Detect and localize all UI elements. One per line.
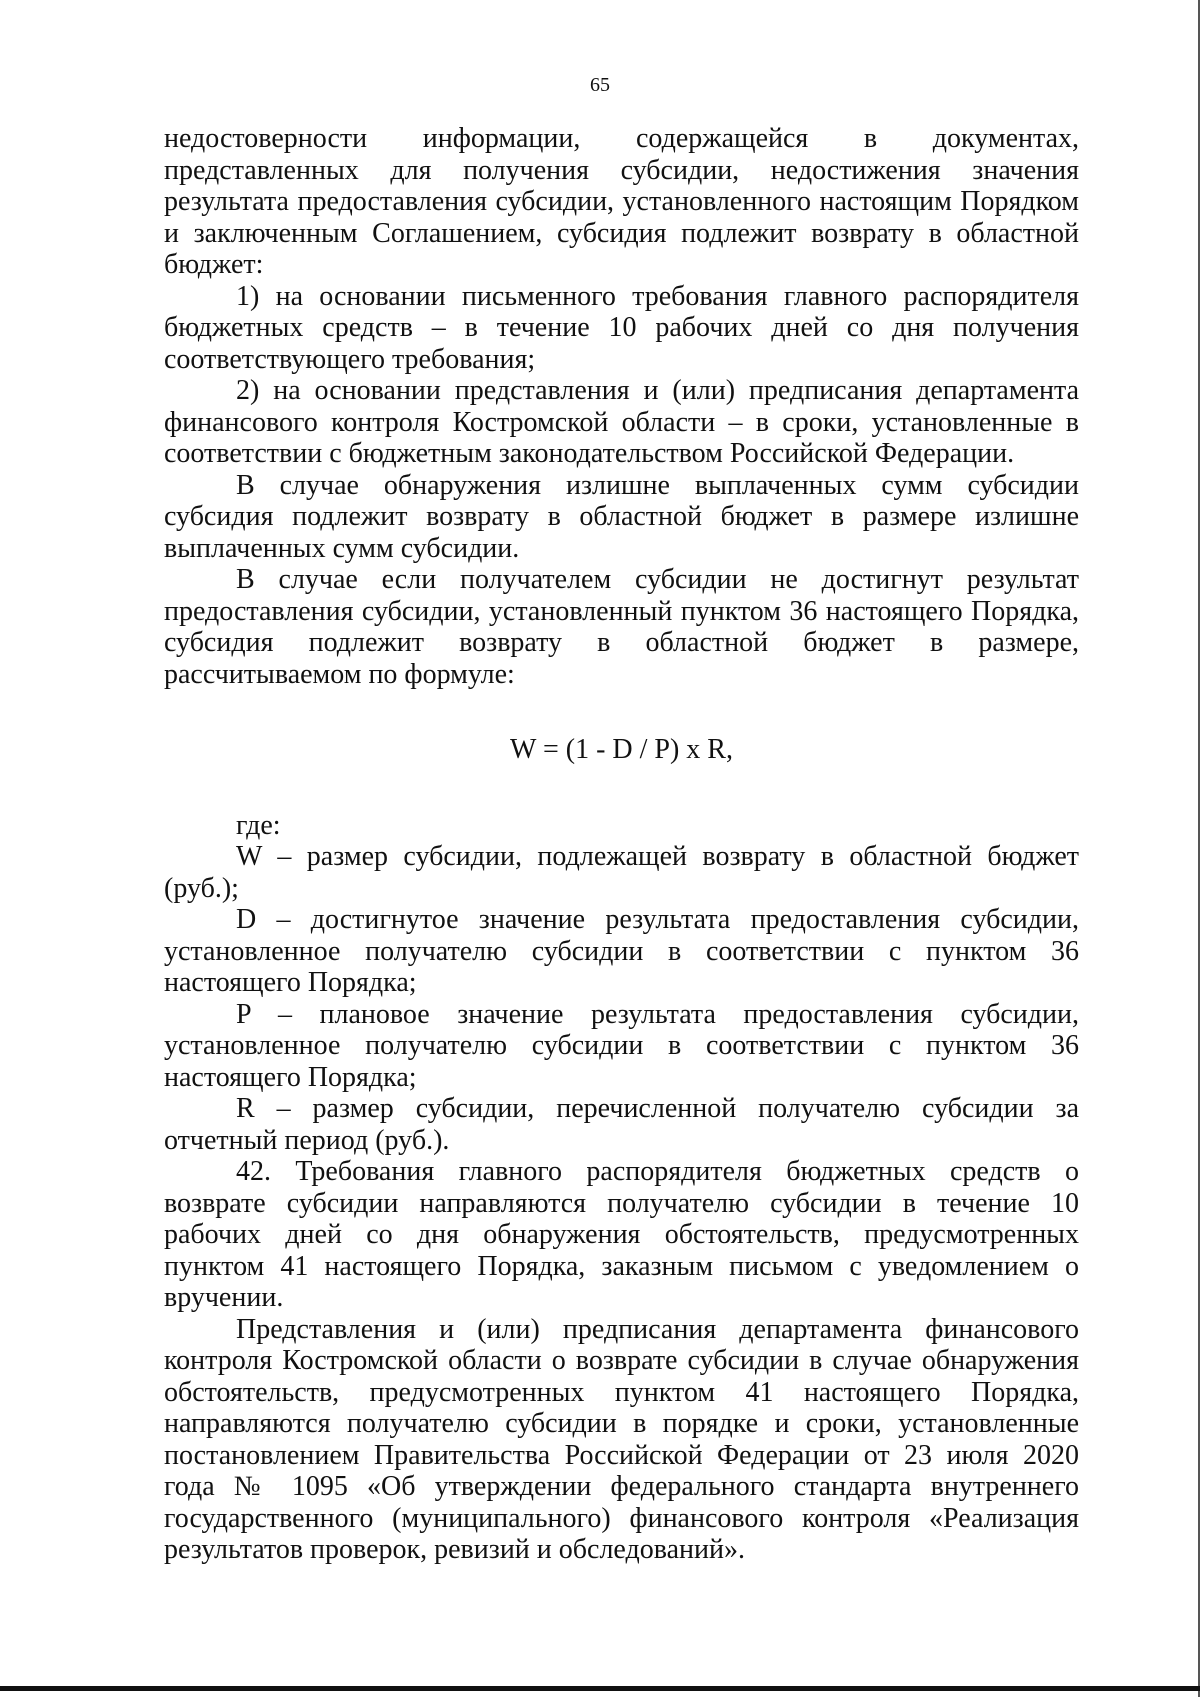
definition-p: P – плановое значение результата предоставления субсидии, установленное получателю субсидии в соответствии с пунктом 36 настоящего Порядка; [164,998,1079,1093]
paragraph-result-not-achieved: В случае если получателем субсидии не достигнут результат предоставления субсидии, установленный пунктом 36 настоящего Порядка, субсидия подлежит возврату в областной бюджет в размере, рассчитываемом по формуле: [164,564,1079,690]
formula: W = (1 - D / P) x R, [510,734,733,765]
definition-r: R – размер субсидии, перечисленной получателю субсидии за отчетный период (руб.). [164,1093,1079,1156]
paragraph-final: Представления и (или) предписания департамента финансового контроля Костромской области о возврате субсидии в случае обнаружения обстоятельств, предусмотренных пунктом 41 настоящего Порядка, направляются получателю субсидии в порядке и сроки, установленные постановлением Правительства Российской Федерации от 23 июля 2020 года № 1095 «Об утверждении федерального стандарта внутреннего государственного (муниципального) финансового контроля «Реализация результатов проверок, ревизий и обследований». [164,1313,1079,1565]
paragraph-item-1: 1) на основании письменного требования главного распорядителя бюджетных средств – в течение 10 рабочих дней со дня получения соответствующего требования; [164,280,1079,375]
paragraph-42: 42. Требования главного распорядителя бюджетных средств о возврате субсидии направляются получателю субсидии в течение 10 рабочих дней со дня обнаружения обстоятельств, предусмотренных пунктом 41 настоящего Порядка, заказным письмом с уведомлением о вручении. [164,1156,1079,1313]
page-number: 65 [590,74,610,96]
paragraph-continuation: недостоверности информации, содержащейся в документах, представленных для получения субсидии, недостижения значения результата предоставления субсидии, установленного настоящим Порядком и заключенным Соглашением, субсидия подлежит возврату в областной бюджет: [164,123,1079,280]
definition-w: W – размер субсидии, подлежащей возврату в областной бюджет (руб.); [164,841,1079,904]
paragraph-excess-payment: В случае обнаружения излишне выплаченных сумм субсидии субсидия подлежит возврату в областной бюджет в размере излишне выплаченных сумм субсидии. [164,469,1079,564]
document-body [164,123,1079,1566]
definition-d: D – достигнутое значение результата предоставления субсидии, установленное получателю субсидии в соответствии с пунктом 36 настоящего Порядка; [164,904,1079,998]
where-label: где: [236,809,281,841]
paragraph-item-2: 2) на основании представления и (или) предписания департамента финансового контроля Костромской области – в сроки, установленные в соответствии с бюджетным законодательством Российской Федерации. [164,375,1079,469]
scan-edge-bottom [0,1686,1200,1691]
